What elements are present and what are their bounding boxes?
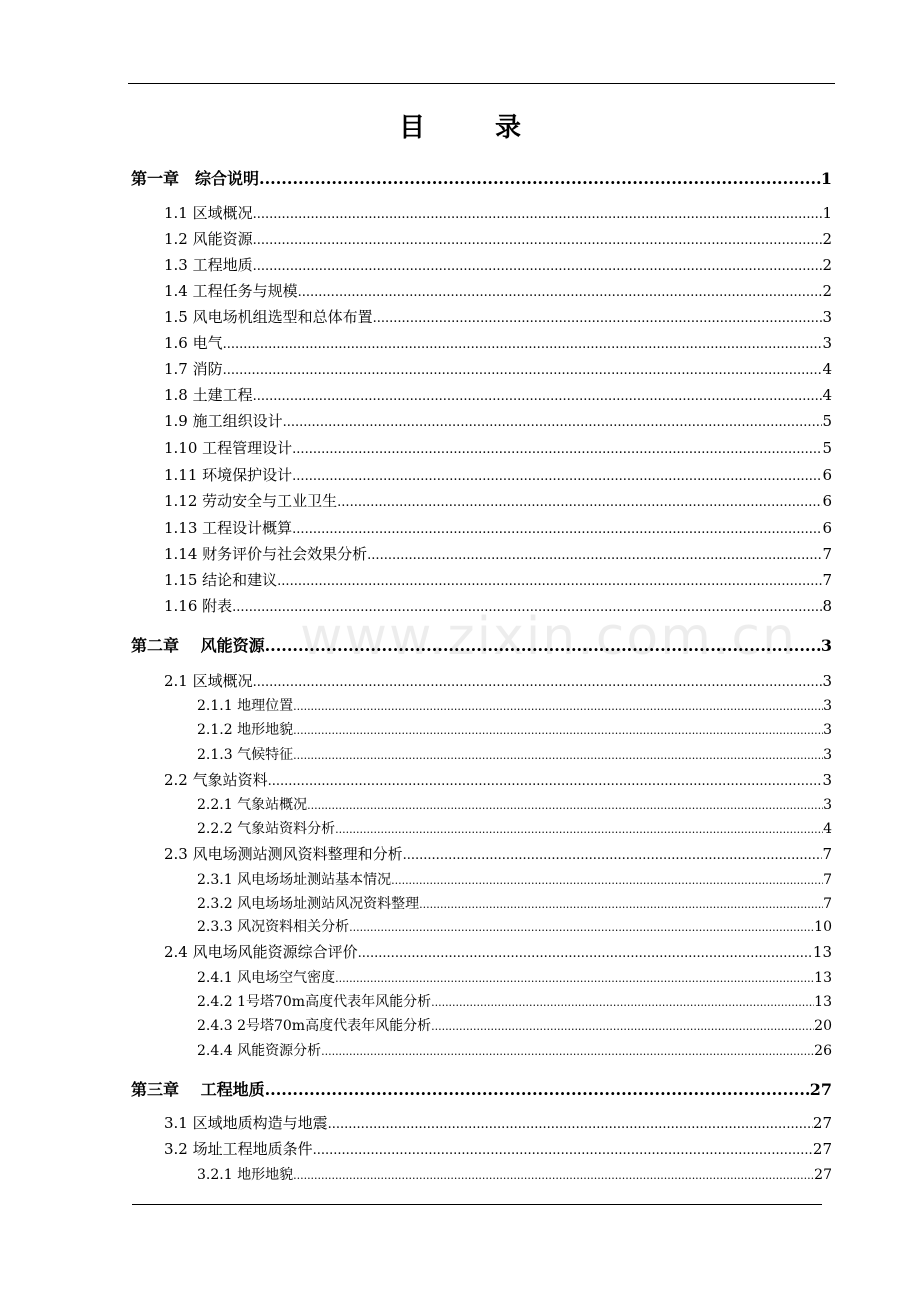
toc-page-number: 1 — [822, 204, 832, 222]
toc-page-number: 27 — [814, 1167, 832, 1183]
toc-entry-label: 1.8 土建工程 — [164, 386, 253, 404]
toc-entry-label: 2.1.3 气候特征 — [197, 747, 294, 763]
toc-page-number: 7 — [823, 872, 832, 888]
toc-dot-leader — [367, 548, 822, 563]
toc-section-entry[interactable] — [164, 410, 832, 431]
toc-page-number: 27 — [812, 1114, 832, 1132]
toc-page-number: 3 — [822, 672, 832, 690]
toc-page-number: 3 — [820, 636, 832, 655]
toc-subsection-entry[interactable] — [197, 744, 832, 764]
toc-entry-label: 1.3 工程地质 — [164, 256, 253, 274]
toc-section-entry[interactable] — [164, 464, 832, 485]
toc-entry-label: 1.1 区域概况 — [164, 204, 253, 222]
toc-page-number: 20 — [814, 1018, 832, 1034]
toc-section-entry[interactable] — [164, 941, 832, 962]
toc-entry-label: 2.2 气象站资料 — [164, 771, 268, 789]
toc-page-number: 7 — [822, 545, 832, 563]
toc-section-entry[interactable] — [164, 228, 832, 249]
toc-section-entry[interactable] — [164, 1138, 832, 1159]
toc-dot-leader — [292, 442, 822, 457]
toc-dot-leader — [253, 207, 823, 222]
toc-dot-leader — [419, 898, 823, 911]
toc-dot-leader — [293, 1169, 814, 1182]
toc-entry-label: 1.13 工程设计概算 — [164, 519, 293, 537]
toc-subsection-entry[interactable] — [197, 695, 832, 715]
toc-entry-label: 1.15 结论和建议 — [164, 571, 278, 589]
toc-section-entry[interactable] — [164, 490, 832, 511]
toc-dot-leader — [268, 774, 823, 789]
header-rule — [128, 83, 835, 84]
toc-subsection-entry[interactable] — [197, 818, 832, 838]
toc-page-number: 10 — [814, 919, 832, 935]
toc-entry-label: 2.3.3 风况资料相关分析 — [197, 919, 350, 935]
toc-page-number: 6 — [822, 492, 832, 510]
toc-dot-leader — [253, 259, 823, 274]
toc-subsection-entry[interactable] — [197, 719, 832, 739]
toc-dot-leader — [321, 1045, 814, 1058]
toc-section-entry[interactable] — [164, 254, 832, 275]
toc-page-number: 5 — [822, 439, 832, 457]
toc-entry-label: 2.1 区域概况 — [164, 672, 253, 690]
toc-dot-leader — [283, 415, 823, 430]
toc-entry-label: 1.2 风能资源 — [164, 230, 253, 248]
toc-subsection-entry[interactable] — [197, 1164, 832, 1184]
toc-section-entry[interactable] — [164, 358, 832, 379]
toc-page-number: 7 — [822, 571, 832, 589]
toc-dot-leader — [391, 874, 823, 887]
toc-dot-leader — [328, 1117, 813, 1132]
toc-section-entry[interactable] — [164, 569, 832, 590]
toc-dot-leader — [358, 946, 813, 961]
toc-dot-leader — [335, 972, 814, 985]
watermark: www.zixin.com.cn — [300, 607, 797, 667]
toc-subsection-entry[interactable] — [197, 916, 832, 936]
toc-entry-label: 2.4.1 风电场空气密度 — [197, 970, 336, 986]
toc-dot-leader — [253, 675, 823, 690]
toc-page-number: 26 — [814, 1043, 832, 1059]
toc-page-number: 13 — [814, 994, 832, 1010]
toc-chapter-entry[interactable] — [131, 166, 832, 189]
toc-page-number: 3 — [823, 722, 832, 738]
toc-section-entry[interactable] — [164, 332, 832, 353]
toc-entry-label: 第一章 综合说明 — [131, 169, 260, 188]
toc-dot-leader — [253, 233, 823, 248]
toc-chapter-entry[interactable] — [131, 1077, 832, 1100]
toc-page-number: 3 — [823, 747, 832, 763]
toc-dot-leader — [293, 749, 823, 762]
toc-dot-leader — [293, 700, 823, 713]
toc-page-number: 8 — [822, 597, 832, 615]
toc-dot-leader — [307, 799, 823, 812]
toc-subsection-entry[interactable] — [197, 991, 832, 1011]
toc-entry-label: 第三章 工程地质 — [131, 1080, 265, 1099]
toc-dot-leader — [223, 363, 823, 378]
toc-page-number: 2 — [822, 256, 832, 274]
toc-section-entry[interactable] — [164, 280, 832, 301]
page-title: 目录 — [398, 113, 591, 143]
toc-entry-label: 1.14 财务评价与社会效果分析 — [164, 545, 368, 563]
toc-section-entry[interactable] — [164, 306, 832, 327]
toc-dot-leader — [259, 169, 821, 188]
toc-entry-label: 2.4.3 2号塔70m高度代表年风能分析 — [197, 1018, 432, 1034]
toc-dot-leader — [223, 337, 823, 352]
toc-entry-label: 1.11 环境保护设计 — [164, 466, 293, 484]
toc-entry-label: 2.4.4 风能资源分析 — [197, 1043, 322, 1059]
toc-entry-label: 2.3.1 风电场场址测站基本情况 — [197, 872, 392, 888]
toc-entry-label: 2.2.2 气象站资料分析 — [197, 821, 336, 837]
toc-entry-label: 2.4.2 1号塔70m高度代表年风能分析 — [197, 994, 432, 1010]
toc-page-number: 5 — [822, 412, 832, 430]
toc-subsection-entry[interactable] — [197, 893, 832, 913]
toc-subsection-entry[interactable] — [197, 869, 832, 889]
toc-chapter-entry[interactable] — [131, 633, 832, 656]
toc-section-entry[interactable] — [164, 384, 832, 405]
toc-dot-leader — [253, 389, 823, 404]
toc-section-entry[interactable] — [164, 437, 832, 458]
toc-page-number: 6 — [822, 466, 832, 484]
toc-page-number: 2 — [822, 282, 832, 300]
toc-dot-leader — [293, 724, 823, 737]
toc-page-number: 4 — [823, 821, 832, 837]
toc-page-number: 6 — [822, 519, 832, 537]
toc-section-entry[interactable] — [164, 670, 832, 691]
toc-page-number: 27 — [812, 1140, 832, 1158]
toc-page-number: 13 — [812, 943, 832, 961]
toc-section-entry[interactable] — [164, 843, 832, 864]
toc-page-number: 7 — [822, 845, 832, 863]
toc-entry-label: 2.4 风电场风能资源综合评价 — [164, 943, 358, 961]
toc-entry-label: 第二章 风能资源 — [131, 636, 265, 655]
toc-section-entry[interactable] — [164, 517, 832, 538]
toc-subsection-entry[interactable] — [197, 967, 832, 987]
toc-entry-label: 1.12 劳动安全与工业卫生 — [164, 492, 338, 510]
toc-section-entry[interactable] — [164, 202, 832, 223]
toc-page-number: 7 — [823, 896, 832, 912]
toc-page-number: 4 — [822, 386, 832, 404]
toc-entry-label: 3.2 场址工程地质条件 — [164, 1140, 313, 1158]
toc-dot-leader — [277, 574, 822, 589]
toc-dot-leader — [431, 1020, 814, 1033]
toc-entry-label: 1.16 附表 — [164, 597, 233, 615]
toc-page-number: 3 — [822, 308, 832, 326]
toc-page-number: 3 — [823, 698, 832, 714]
toc-section-entry[interactable] — [164, 595, 832, 616]
toc-section-entry[interactable] — [164, 769, 832, 790]
toc-entry-label: 1.9 施工组织设计 — [164, 412, 283, 430]
toc-dot-leader — [298, 285, 823, 300]
toc-entry-label: 2.1.2 地形地貌 — [197, 722, 294, 738]
toc-page-number: 3 — [822, 771, 832, 789]
toc-dot-leader — [292, 522, 822, 537]
toc-entry-label: 1.10 工程管理设计 — [164, 439, 293, 457]
toc-entry-label: 1.4 工程任务与规模 — [164, 282, 298, 300]
toc-page-number: 3 — [822, 334, 832, 352]
toc-dot-leader — [313, 1143, 813, 1158]
toc-entry-label: 1.6 电气 — [164, 334, 223, 352]
toc-dot-leader — [232, 600, 822, 615]
toc-entry-label: 2.2.1 气象站概况 — [197, 797, 308, 813]
footer-rule — [132, 1204, 822, 1205]
toc-dot-leader — [265, 636, 821, 655]
toc-entry-label: 2.1.1 地理位置 — [197, 698, 294, 714]
toc-dot-leader — [265, 1080, 810, 1099]
toc-dot-leader — [403, 848, 823, 863]
toc-page-number: 4 — [822, 360, 832, 378]
toc-entry-label: 2.3 风电场测站测风资料整理和分析 — [164, 845, 403, 863]
toc-dot-leader — [373, 311, 823, 326]
toc-dot-leader — [431, 996, 814, 1009]
toc-dot-leader — [337, 495, 822, 510]
toc-entry-label: 3.2.1 地形地貌 — [197, 1167, 294, 1183]
toc-entry-label: 1.5 风电场机组选型和总体布置 — [164, 308, 373, 326]
toc-section-entry[interactable] — [164, 1112, 832, 1133]
toc-page-number: 3 — [823, 797, 832, 813]
toc-page-number: 13 — [814, 970, 832, 986]
toc-subsection-entry[interactable] — [197, 1015, 832, 1035]
toc-page-number: 2 — [822, 230, 832, 248]
toc-subsection-entry[interactable] — [197, 794, 832, 814]
toc-entry-label: 3.1 区域地质构造与地震 — [164, 1114, 328, 1132]
toc-subsection-entry[interactable] — [197, 1040, 832, 1060]
toc-dot-leader — [349, 921, 814, 934]
toc-entry-label: 1.7 消防 — [164, 360, 223, 378]
toc-entry-label: 2.3.2 风电场场址测站风况资料整理 — [197, 896, 420, 912]
toc-dot-leader — [335, 823, 823, 836]
toc-page-number: 1 — [820, 169, 832, 188]
toc-page-number: 27 — [809, 1080, 832, 1099]
toc-section-entry[interactable] — [164, 543, 832, 564]
toc-dot-leader — [292, 469, 822, 484]
